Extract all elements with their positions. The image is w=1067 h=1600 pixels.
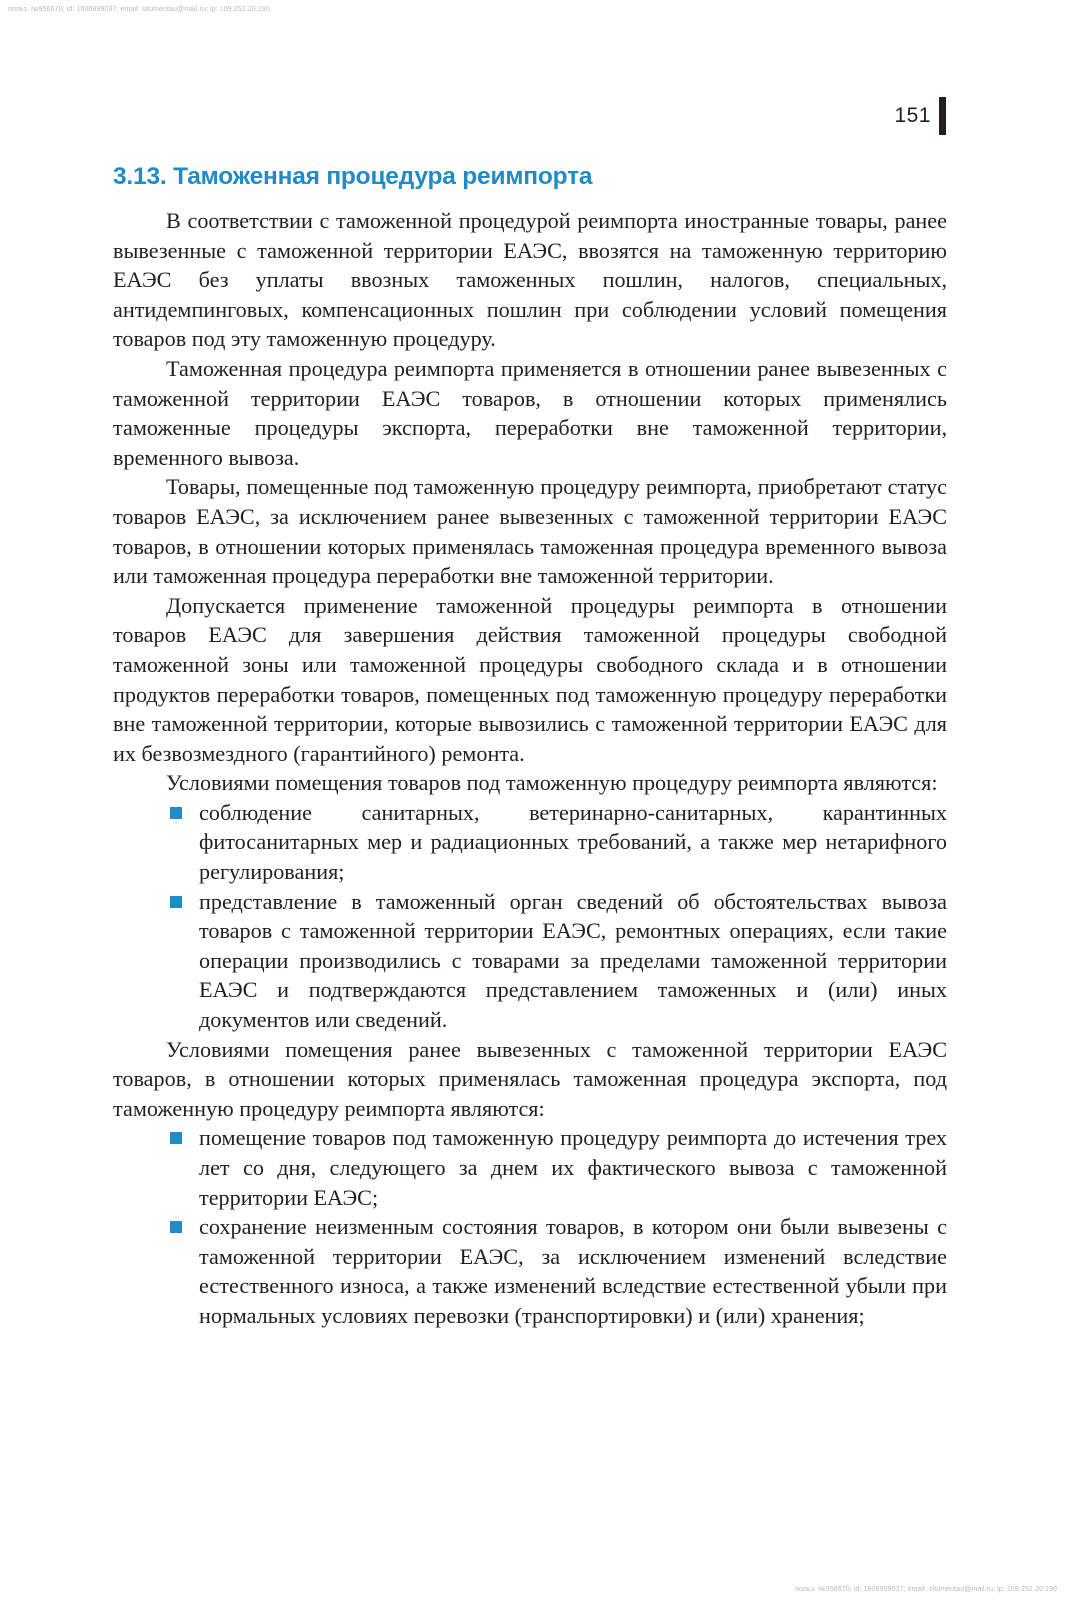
paragraph: Условиями помещения ранее вывезенных с таможенной территории ЕАЭС товаров, в отношении которых применялась таможенная процедура экспорта, под таможенную процедуру реимпорта являются: xyxy=(113,1036,947,1121)
list-item xyxy=(199,798,947,887)
paragraph: Таможенная процедура реимпорта применяется в отношении ранее вывезенных с таможенной территории ЕАЭС товаров, в отношении которых применялись таможенные процедуры экспорта, переработки вне таможенной территории, временного вывоза. xyxy=(113,355,947,470)
square-bullet-icon xyxy=(170,1132,182,1144)
watermark-top: польз. №956670; id: 1606999037; email: situmentau@mail.ru; ip: 109.252.20.190 xyxy=(8,6,270,13)
page-number: 151 xyxy=(894,104,931,127)
list-item xyxy=(199,1123,947,1212)
list-item xyxy=(199,887,947,1035)
paragraph: Условиями помещения товаров под таможенную процедуру реимпорта являются: xyxy=(166,770,938,796)
list-item-text: помещение товаров под таможенную процедуру реимпорта до истечения трех лет со дня, следующего за днем их фактического вывоза с таможенной территории ЕАЭС; xyxy=(199,1125,947,1210)
list-item-text: соблюдение санитарных, ветеринарно-санитарных, карантинных фитосанитарных мер и радиационных требований, а также мер нетарифного регулирования; xyxy=(199,799,947,885)
square-bullet-icon xyxy=(170,1221,182,1233)
paragraph: Товары, помещенные под таможенную процедуру реимпорта, приобретают статус товаров ЕАЭС, за исключением ранее вывезенных с таможенной территории ЕАЭС товаров, в отношении которых применялась таможенная процедура временного вывоза или таможенная процедура переработки вне таможенной территории. xyxy=(113,474,947,589)
section-title: 3.13. Таможенная процедура реимпорта xyxy=(113,163,593,190)
export-conditions-list xyxy=(113,1123,947,1330)
page-body xyxy=(113,158,947,1331)
watermark-bottom: польз. №956670; id: 1606999037; email: situmentau@mail.ru; ip: 109.252.20.190 xyxy=(795,1586,1057,1593)
square-bullet-icon xyxy=(170,807,182,819)
paragraph: Допускается применение таможенной процедуры реимпорта в отношении товаров ЕАЭС для завершения действия таможенной процедуры свободной таможенной зоны или таможенной процедуры свободного склада и в отношении продуктов переработки товаров, помещенных под таможенную процедуру переработки вне таможенной территории, которые вывозились с таможенной территории ЕАЭС для их безвозмездного (гарантийного) ремонта. xyxy=(113,592,947,766)
paragraph: В соответствии с таможенной процедурой реимпорта иностранные товары, ранее вывезенные с таможенной территории ЕАЭС, ввозятся на таможенную территорию ЕАЭС без уплаты ввозных таможенных пошлин, налогов, специальных, антидемпинговых, компенсационных пошлин при соблюдении условий помещения товаров под эту таможенную процедуру. xyxy=(113,208,947,352)
conditions-list xyxy=(113,798,947,1035)
list-item-text: представление в таможенный орган сведений об обстоятельствах вывоза товаров с таможенной территории ЕАЭС, ремонтных операциях, если такие операции производились с товарами за пределами таможенной территории ЕАЭС и подтверждаются представлением таможенных и (или) иных документов или сведений. xyxy=(199,888,947,1033)
square-bullet-icon xyxy=(170,896,182,908)
list-item-text: сохранение неизменным состояния товаров, в котором они были вывезены с таможенной территории ЕАЭС, за исключением изменений вследствие естественного износа, а также изменений вследствие естественной убыли при нормальных условиях перевозки (транспортировки) и (или) хранения; xyxy=(199,1214,947,1328)
list-item xyxy=(199,1212,947,1330)
page-marker-bar xyxy=(939,97,946,135)
